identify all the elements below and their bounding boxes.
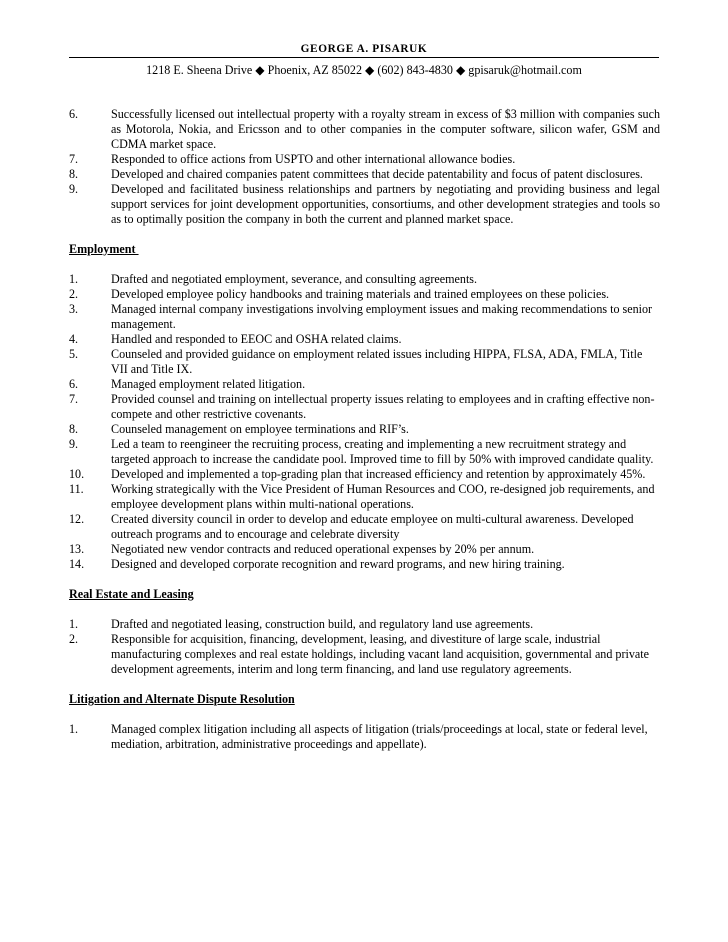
- item-number: 7.: [69, 152, 79, 166]
- list-item: [69, 557, 660, 572]
- item-number: 8.: [69, 422, 79, 436]
- list-item: [69, 167, 660, 182]
- item-number: 2.: [69, 632, 79, 646]
- item-number: 1.: [69, 272, 79, 286]
- item-number: 3.: [69, 302, 79, 316]
- list-item: [69, 152, 660, 167]
- list-item: [69, 332, 660, 347]
- item-text: Created diversity council in order to develop and educate employee on multi-cultural awareness. Developed outreach programs and to encourage and celebrate diversity: [111, 512, 634, 541]
- item-text: Responded to office actions from USPTO and other international allowance bodies.: [111, 152, 516, 166]
- list-item: [69, 437, 660, 467]
- item-text: Designed and developed corporate recognition and reward programs, and new hiring training.: [111, 557, 565, 571]
- item-number: 10.: [69, 467, 85, 481]
- item-text: Drafted and negotiated employment, severance, and consulting agreements.: [111, 272, 478, 286]
- item-text: Developed and facilitated business relationships and partners by negotiating and providing business and legal support services for joint development opportunities, consortiums, and other development strategies and tools so as to optimally position the company in both the current and planned market space.: [111, 182, 660, 226]
- list-item: [69, 272, 660, 287]
- list-item: [69, 617, 660, 632]
- item-number: 12.: [69, 512, 85, 526]
- list-item: [69, 722, 660, 752]
- item-number: 1.: [69, 617, 79, 631]
- ip-list: [69, 107, 660, 227]
- item-number: 11.: [69, 482, 84, 496]
- item-number: 6.: [69, 107, 79, 121]
- item-text: Working strategically with the Vice President of Human Resources and COO, re-designed job requirements, and employee development plans within multi-national operations.: [111, 482, 655, 511]
- list-item: [69, 422, 660, 437]
- item-text: Counseled management on employee terminations and RIF’s.: [111, 422, 409, 436]
- list-item: [69, 512, 660, 542]
- list-item: [69, 302, 660, 332]
- item-text: Developed and implemented a top-grading plan that increased efficiency and retention by approximately 45%.: [111, 467, 646, 481]
- item-text: Led a team to reengineer the recruiting process, creating and implementing a new recruitment strategy and targeted approach to increase the candidate pool. Improved time to fill by 50% with improved candidate quality.: [111, 437, 654, 466]
- item-text: Managed internal company investigations involving employment issues and making recommendations to senior management.: [111, 302, 653, 331]
- list-item: [69, 542, 660, 557]
- section-heading-real-estate: Real Estate and Leasing: [69, 587, 194, 601]
- item-number: 5.: [69, 347, 79, 361]
- item-number: 4.: [69, 332, 79, 346]
- item-number: 14.: [69, 557, 85, 571]
- item-text: Negotiated new vendor contracts and reduced operational expenses by 20% per annum.: [111, 542, 535, 556]
- contact-line: 1218 E. Sheena Drive ◆ Phoenix, AZ 85022 ◆ (602) 843-4830 ◆ gpisaruk@hotmail.com: [146, 63, 582, 77]
- item-text: Responsible for acquisition, financing, development, leasing, and divestiture of large scale, industrial manufacturing complexes and real estate holdings, including vacant land acquisition, governmental and private development agreements, interim and long term financing, and land use regulatory agreements.: [111, 632, 650, 676]
- item-text: Developed and chaired companies patent committees that decide patentability and focus of patent disclosures.: [111, 167, 643, 181]
- employment-list: [69, 272, 660, 572]
- item-number: 8.: [69, 167, 79, 181]
- list-item: [69, 467, 660, 482]
- item-text: Successfully licensed out intellectual property with a royalty stream in excess of $3 million with companies such as Motorola, Nokia, and Ericsson and to other companies in the computer software, silicon wafer, GSM and CDMA market space.: [111, 107, 660, 151]
- item-text: Handled and responded to EEOC and OSHA related claims.: [111, 332, 402, 346]
- candidate-name: GEORGE A. PISARUK: [300, 43, 428, 55]
- list-item: [69, 632, 660, 677]
- litigation-list: [69, 722, 660, 752]
- section-heading-litigation: Litigation and Alternate Dispute Resolution: [69, 692, 295, 706]
- item-text: Counseled and provided guidance on employment related issues including HIPPA, FLSA, ADA, FMLA, Title VII and Title IX.: [111, 347, 643, 376]
- item-text: Provided counsel and training on intellectual property issues relating to employees and in crafting effective non-compete and other restrictive covenants.: [111, 392, 655, 421]
- item-number: 1.: [69, 722, 79, 736]
- item-text: Developed employee policy handbooks and training materials and trained employees on these policies.: [111, 287, 610, 301]
- list-item: [69, 347, 660, 377]
- item-number: 7.: [69, 392, 79, 406]
- item-number: 2.: [69, 287, 79, 301]
- item-number: 9.: [69, 182, 79, 196]
- section-heading-employment: Employment: [69, 242, 139, 256]
- item-text: Drafted and negotiated leasing, construction build, and regulatory land use agreements.: [111, 617, 534, 631]
- list-item: [69, 482, 660, 512]
- real-estate-list: [69, 617, 660, 677]
- item-number: 6.: [69, 377, 79, 391]
- list-item: [69, 182, 660, 227]
- list-item: [69, 287, 660, 302]
- header-divider: [69, 57, 659, 58]
- item-number: 9.: [69, 437, 79, 451]
- list-item: [69, 107, 660, 152]
- item-text: Managed employment related litigation.: [111, 377, 306, 391]
- resume-body: [69, 107, 660, 752]
- item-text: Managed complex litigation including all aspects of litigation (trials/proceedings at local, state or federal level, mediation, arbitration, administrative proceedings and appellate).: [111, 722, 648, 751]
- list-item: [69, 392, 660, 422]
- list-item: [69, 377, 660, 392]
- item-number: 13.: [69, 542, 85, 556]
